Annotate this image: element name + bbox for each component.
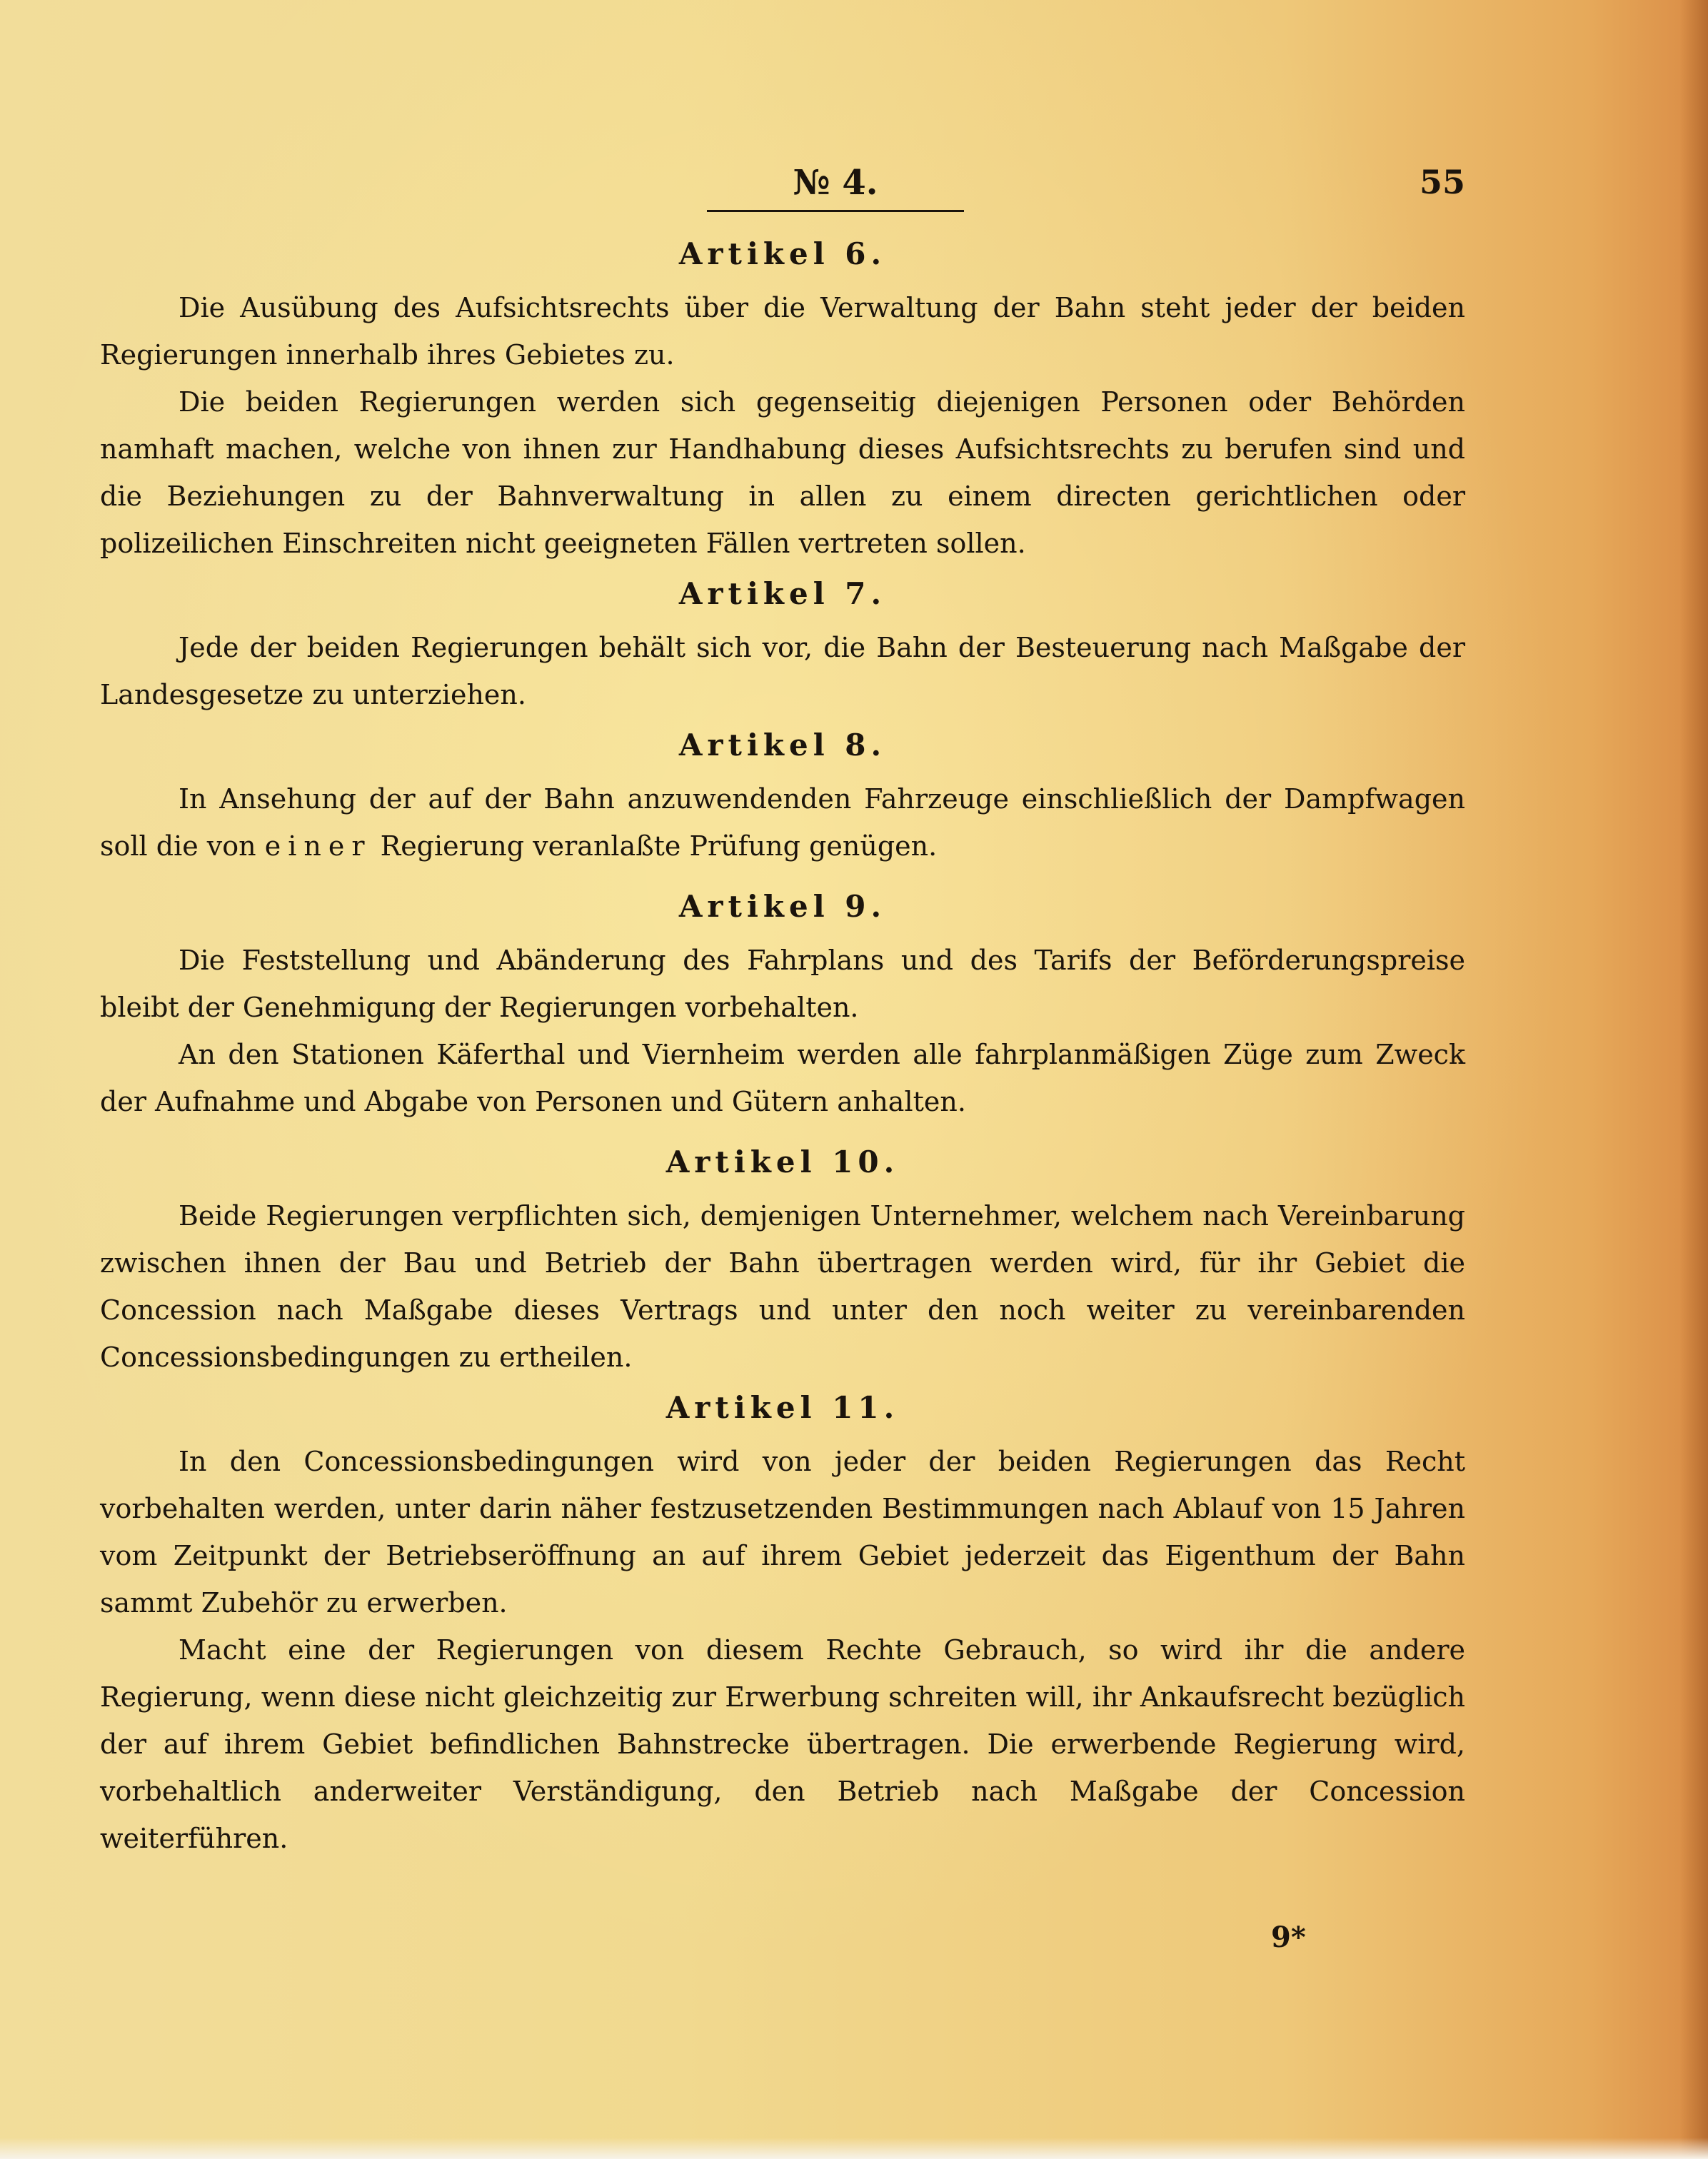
article-paragraph: Macht eine der Regierungen von diesem Rechte Gebrauch, so wird ihr die andere Regierung, wenn diese nicht gleichzeitig zur Erwerbung schreiten will, ihr Ankaufsrecht bezüglich der auf ihrem Gebiet befindlichen Bahnstrecke übertragen. Die erwerbende Regierung wird, vorbehaltlich anderweiter Verständigung, den Betrieb nach Maßgabe der Concession weiterführen. <box>100 1634 1465 1854</box>
article-paragraph: Beide Regierungen verpflichten sich, demjenigen Unternehmer, welchem nach Vereinbarung zwischen ihnen der Bau und Betrieb der Bahn übertragen werden wird, für ihr Gebiet die Concession nach Maßgabe dieses Vertrags und unter den noch weiter zu vereinbarenden Concessionsbedingungen zu ertheilen. <box>100 1200 1465 1373</box>
article-heading: Artikel 9. <box>678 889 887 924</box>
article-heading: Artikel 7. <box>678 576 887 611</box>
article-paragraph: Jede der beiden Regierungen behält sich vor, die Bahn der Besteuerung nach Maßgabe der Landesgesetze zu unterziehen. <box>100 632 1465 710</box>
article-heading: Artikel 11. <box>665 1390 900 1425</box>
page-number: 55 <box>1419 163 1465 201</box>
article-paragraph: An den Stationen Käferthal und Viernheim werden alle fahrplanmäßigen Züge zum Zweck der Aufnahme und Abgabe von Personen und Gütern anhalten. <box>100 1039 1465 1117</box>
article-paragraph: Die Ausübung des Aufsichtsrechts über die Verwaltung der Bahn steht jeder der beiden Regierungen innerhalb ihres Gebietes zu. <box>100 292 1465 371</box>
page-edge-shadow <box>1679 0 1708 2159</box>
page-bottom-edge <box>0 2138 1708 2159</box>
article-heading: Artikel 8. <box>678 728 887 763</box>
signature-mark: 9* <box>1271 1921 1306 1954</box>
issue-number: № 4. <box>707 163 964 212</box>
document-body <box>100 227 1465 1862</box>
article-paragraph: In den Concessionsbedingungen wird von jeder der beiden Regierungen das Recht vorbehalten werden, unter darin näher festzusetzenden Bestimmungen nach Ablauf von 15 Jahren vom Zeitpunkt der Betriebseröffnung an auf ihrem Gebiet jederzeit das Eigenthum der Bahn sammt Zubehör zu erwerben. <box>100 1446 1465 1619</box>
article-heading: Artikel 6. <box>678 236 887 271</box>
article-paragraph: Die beiden Regierungen werden sich gegenseitig diejenigen Personen oder Behörden namhaft machen, welche von ihnen zur Handhabung dieses Aufsichtsrechts zu berufen sind und die Beziehungen zu der Bahnverwaltung in allen zu einem directen gerichtlichen oder polizeilichen Einschreiten nicht geeigneten Fällen vertreten sollen. <box>100 386 1465 559</box>
article-paragraph <box>100 775 1465 870</box>
article-paragraph: Die Feststellung und Abänderung des Fahrplans und des Tarifs der Beförderungspreise bleibt der Genehmigung der Regierungen vorbehalten. <box>100 945 1465 1023</box>
paragraph-text: In Ansehung der auf der Bahn anzuwendenden Fahrzeuge einschließlich der Dampfwagen soll die von <box>100 783 1465 862</box>
emphasized-word: einer <box>264 830 372 862</box>
paragraph-text: Regierung veranlaßte Prüfung genügen. <box>371 830 938 862</box>
page-header <box>100 163 1465 213</box>
article-heading: Artikel 10. <box>665 1144 900 1179</box>
